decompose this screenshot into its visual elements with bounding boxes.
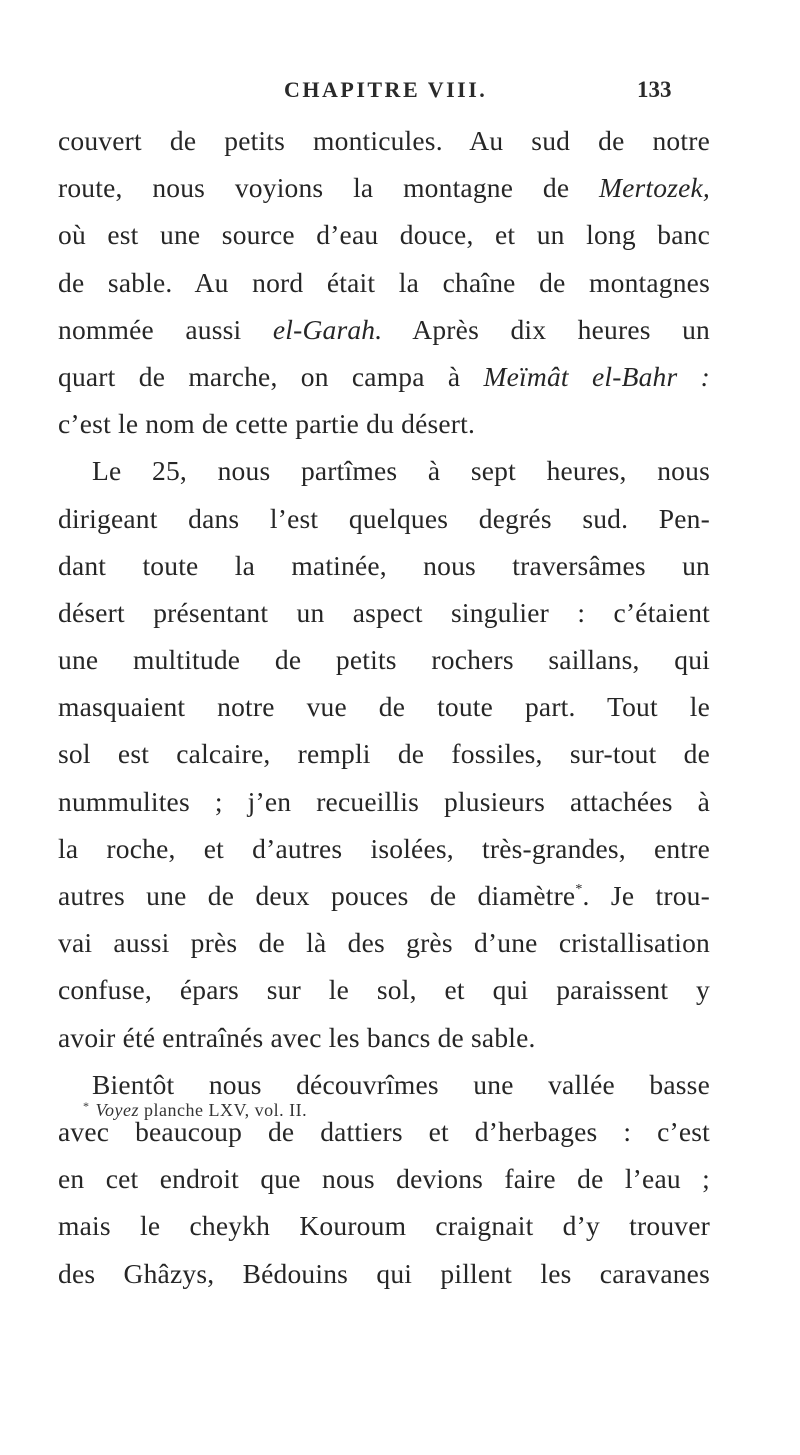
text-line: sol est calcaire, rempli de fossiles, sur-tout de [58, 738, 710, 770]
text-line: vai aussi près de là des grès d’une cristallisation [58, 927, 710, 959]
footnote-mark: * [83, 1099, 90, 1113]
text-line: des Ghâzys, Bédouins qui pillent les caravanes [58, 1257, 710, 1289]
text-line: route, nous voyions la montagne de Mertozek, [58, 172, 710, 204]
text-line: masquaient notre vue de toute part. Tout le [58, 691, 710, 723]
running-header [0, 77, 800, 109]
footnote-reference[interactable]: * [575, 882, 583, 897]
text-line: dant toute la matinée, nous traversâmes un [58, 549, 710, 581]
text-line: Le 25, nous partîmes à sept heures, nous [92, 455, 710, 487]
text-line: avoir été entraînés avec les bancs de sable. [58, 1021, 536, 1053]
text-line: désert présentant un aspect singulier : c’étaient [58, 596, 710, 628]
text-line: mais le cheykh Kouroum craignait d’y trouver [58, 1210, 710, 1242]
footnote [83, 1099, 307, 1121]
page-number: 133 [637, 77, 672, 102]
text-line: quart de marche, on campa à Meïmât el-Bahr : [58, 360, 710, 392]
text-line: en cet endroit que nous devions faire de l’eau ; [58, 1163, 710, 1195]
text-line: confuse, épars sur le sol, et qui paraissent y [58, 974, 710, 1006]
text-line: nummulites ; j’en recueillis plusieurs attachées à [58, 785, 710, 817]
text-line: c’est le nom de cette partie du désert. [58, 408, 476, 440]
text-line: couvert de petits monticules. Au sud de notre [58, 125, 710, 156]
text-line: avec beaucoup de dattiers et d’herbages : c’est [58, 1115, 710, 1147]
text-line: autres une de deux pouces de diamètre*. Je trou- [58, 880, 710, 911]
text-line: de sable. Au nord était la chaîne de montagnes [58, 266, 710, 298]
chapter-title: CHAPITRE VIII. [284, 77, 488, 102]
footnote-text: planche LXV, vol. II. [138, 1100, 308, 1120]
text-line: dirigeant dans l’est quelques degrés sud. Pen- [58, 502, 710, 534]
text-line: une multitude de petits rochers saillans, qui [58, 644, 710, 676]
footnote-italic: Voyez [95, 1100, 139, 1120]
text-line: nommée aussi el-Garah. Après dix heures un [58, 313, 710, 345]
text-line: la roche, et d’autres isolées, très-grandes, entre [58, 832, 710, 864]
text-line: Bientôt nous découvrîmes une vallée basse [92, 1068, 710, 1100]
text-line: où est une source d’eau douce, et un long banc [58, 219, 710, 251]
